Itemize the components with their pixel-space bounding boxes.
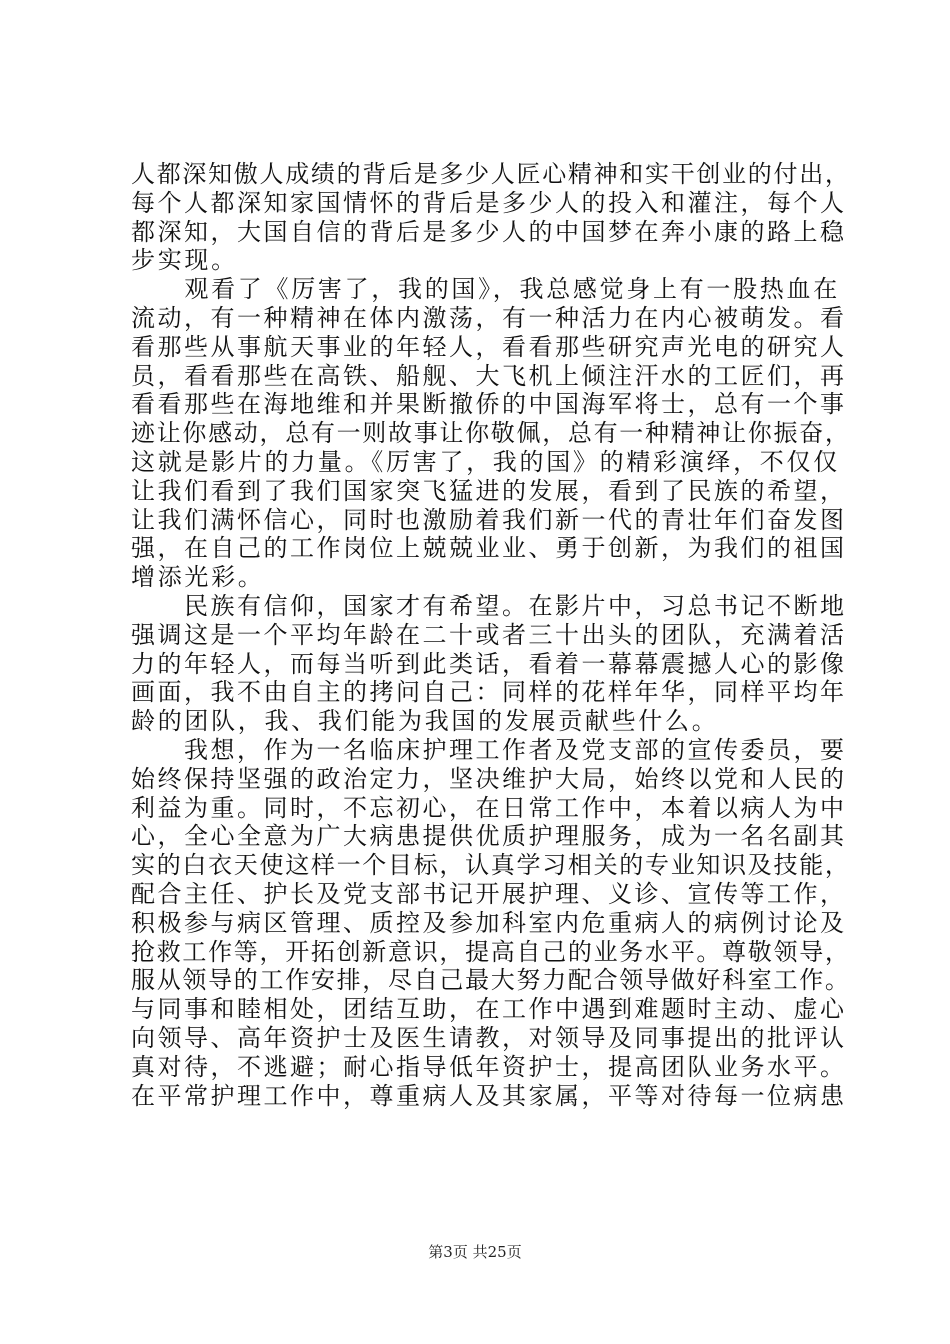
text-line: 看看那些在海地维和并果断撤侨的中国海军将士，总有一个事 (131, 390, 847, 419)
text-line: 增添光彩。 (131, 563, 265, 592)
text-line: 配合主任、护长及党支部书记开展护理、义诊、宣传等工作， (131, 879, 847, 908)
text-line: 员，看看那些在高铁、船舰、大飞机上倾注汗水的工匠们，再 (131, 361, 847, 390)
text-line: 服从领导的工作安排，尽自己最大努力配合领导做好科室工作。 (131, 966, 851, 995)
text-line: 人都深知傲人成绩的背后是多少人匠心精神和实干创业的付出， (131, 160, 851, 188)
text-line: 让我们满怀信心，同时也激励着我们新一代的青壮年们奋发图 (131, 505, 847, 534)
text-line: 利益为重。同时，不忘初心，在日常工作中，本着以病人为中 (131, 793, 847, 822)
text-line: 民族有信仰，国家才有希望。在影片中，习总书记不断地 (131, 591, 847, 620)
text-line: 积极参与病区管理、质控及参加科室内危重病人的病例讨论及 (131, 908, 847, 937)
text-line: 向领导、高年资护士及医生请教，对领导及同事提出的批评认 (131, 1023, 847, 1052)
text-line: 我想，作为一名临床护理工作者及党支部的宣传委员，要 (131, 735, 847, 764)
text-line: 实的白衣天使这样一个目标，认真学习相关的专业知识及技能， (131, 851, 851, 880)
text-line: 始终保持坚强的政治定力，坚决维护大局，始终以党和人民的 (131, 764, 847, 793)
text-line: 心，全心全意为广大病患提供优质护理服务，成为一名名副其 (131, 822, 847, 851)
text-line: 流动，有一种精神在体内激荡，有一种活力在内心被萌发。看 (131, 303, 847, 332)
text-line: 观看了《厉害了，我的国》，我总感觉身上有一股热血在 (131, 275, 840, 304)
text-line: 迹让你感动，总有一则故事让你敬佩，总有一种精神让你振奋， (131, 419, 851, 448)
text-line: 在平常护理工作中，尊重病人及其家属，平等对待每一位病患 (131, 1081, 847, 1110)
text-line: 真对待，不逃避；耐心指导低年资护士，提高团队业务水平。 (131, 1052, 847, 1081)
text-line: 让我们看到了我们国家突飞猛进的发展，看到了民族的希望， (131, 476, 847, 505)
body-text (131, 160, 851, 1110)
text-line: 与同事和睦相处，团结互助，在工作中遇到难题时主动、虚心 (131, 995, 847, 1024)
text-line: 都深知，大国自信的背后是多少人的中国梦在奔小康的路上稳 (131, 217, 847, 246)
page-number-footer: 第3页 共25页 (428, 1243, 522, 1261)
text-line: 力的年轻人，而每当听到此类话，看着一幕幕震撼人心的影像 (131, 649, 847, 678)
text-line: 画面，我不由自主的拷问自己：同样的花样年华，同样平均年 (131, 678, 847, 707)
text-line: 抢救工作等，开拓创新意识，提高自己的业务水平。尊敬领导， (131, 937, 851, 966)
text-line: 龄的团队，我、我们能为我国的发展贡献些什么。 (131, 707, 719, 736)
text-line: 每个人都深知家国情怀的背后是多少人的投入和灌注，每个人 (131, 188, 847, 217)
text-line: 强，在自己的工作岗位上兢兢业业、勇于创新，为我们的祖国 (131, 534, 847, 563)
text-line: 看那些从事航天事业的年轻人，看看那些研究声光电的研究人 (131, 332, 847, 361)
text-line: 强调这是一个平均年龄在二十或者三十出头的团队，充满着活 (131, 620, 847, 649)
text-line: 步实现。 (131, 246, 238, 275)
text-line: 这就是影片的力量。《厉害了，我的国》的精彩演绎，不仅仅 (131, 447, 840, 476)
